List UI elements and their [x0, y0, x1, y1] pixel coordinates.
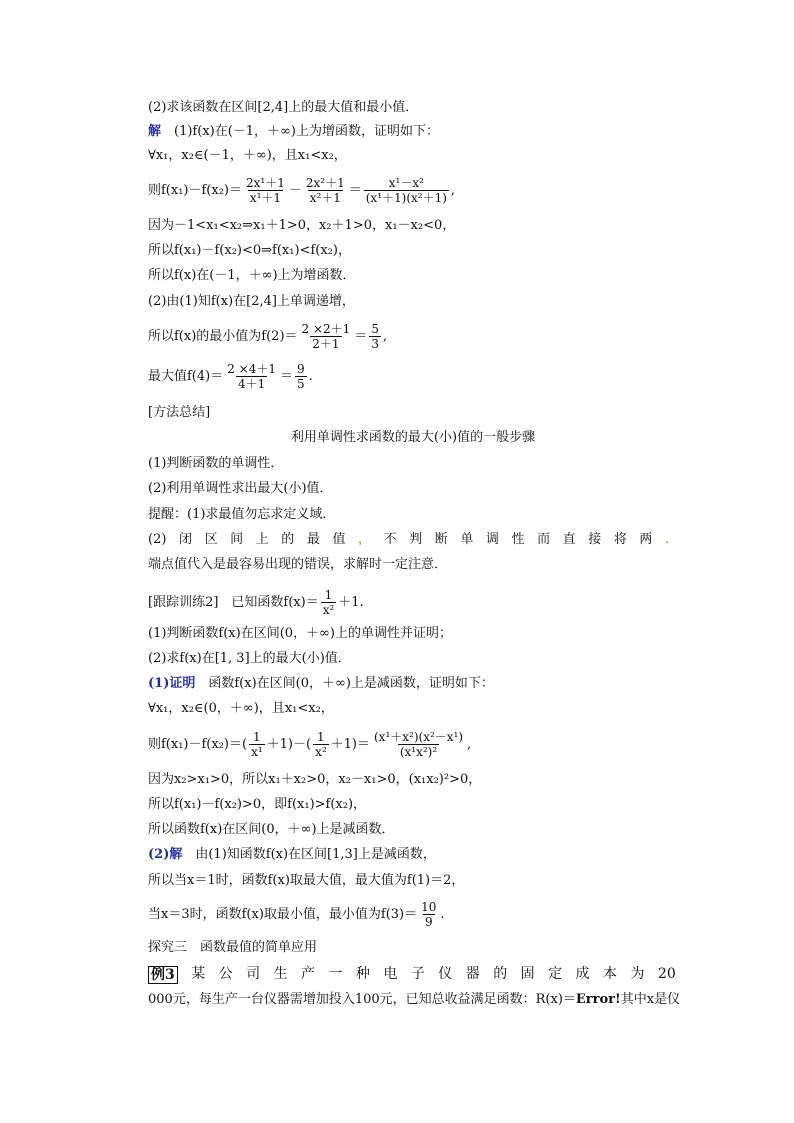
fraction: $\frac{2 \times 2+1}{2+1}$ [301, 322, 351, 351]
difference-expression-2: 则f(x₁)－f(x₂)＝( $\frac{1}{\text{x¹}}$ ＋1)－( $\frac{1}{\text{x²}}$ ＋1)＝ $\frac{\text{(x¹＋x²)(x²－x¹)}}{\text{(x¹x²)²}}$ , [148, 730, 472, 759]
max-value-line: 最大值f(4)＝ $\frac{2 \times 4+1}{4+1}$ ＝ $\frac{9}{5}$ . [148, 362, 313, 391]
fraction: $\frac{2 \times 4+1}{4+1}$ [227, 362, 277, 391]
reminder-2-cont: 端点值代入是最容易出现的错误，求解时一定注意． [148, 557, 448, 572]
proof-assumption: ∀x₁，x₂∈(－1，＋∞)，且x₁<x₂， [148, 148, 347, 163]
step-2: (2)利用单调性求出最大(小)值． [148, 481, 333, 496]
reminder-2: (2) 闭 区 间 上 的 最 值 ， 不 判 断 单 调 性 而 直 接 将 两 ． [148, 532, 678, 547]
fraction: $\frac{\text{(x¹＋x²)(x²－x¹)}}{\text{(x¹x²)²}}$ [374, 730, 464, 759]
proof-label: (1)证明 [148, 676, 196, 691]
inequality-reason: 因为－1<x₁<x₂⇒x₁＋1>0，x₂＋1>0，x₁－x₂<0， [148, 218, 456, 233]
min-value-line-2: 当x＝3时，函数f(x)取最小值，最小值为f(3)＝ $\frac{10}{9}$ . [148, 900, 445, 929]
reminder-1: 提醒：(1)求最值勿忘求定义域． [148, 507, 336, 522]
inequality-result-2: 所以f(x₁)－f(x₂)>0，即f(x₁)>f(x₂)， [148, 797, 367, 812]
problem-part2: (2)求该函数在区间[2,4]上的最大值和最小值． [148, 100, 419, 115]
fraction: $\frac{\text{2x²＋1}}{\text{x²＋1}}$ [305, 176, 345, 205]
example-3-line2: 000元，每生产一台仪器需增加投入100元，已知总收益满足函数：R(x)＝Error!其中x是仪 [148, 992, 681, 1007]
max-value-line-2: 所以当x＝1时，函数f(x)取最大值，最大值为f(1)＝2， [148, 873, 465, 888]
conclusion-increasing: 所以f(x)在(－1，＋∞)上为增函数． [148, 268, 356, 283]
fraction: $\frac{\text{x¹－x²}}{\text{(x¹＋1)(x²＋1)}}$ [365, 176, 447, 205]
fraction: $\frac{1}{\text{x²}}$ [315, 730, 327, 759]
solution-intro: 解 (1)f(x)在(－1，＋∞)上为增函数，证明如下： [148, 124, 439, 139]
fraction: $\frac{9}{5}$ [297, 362, 305, 391]
solution-label: 解 [148, 124, 162, 139]
fraction: $\frac{10}{9}$ [421, 900, 437, 929]
fraction: $\frac{5}{3}$ [371, 322, 379, 351]
proof-intro: (1)证明 函数f(x)在区间(0，＋∞)上是减函数，证明如下： [148, 676, 494, 691]
part2-monotonic: (2)由(1)知f(x)在[2,4]上单调递增， [148, 294, 355, 309]
method-summary-heading: [方法总结] [148, 405, 211, 420]
inequality-result: 所以f(x₁)－f(x₂)<0⇒f(x₁)<f(x₂)， [148, 243, 351, 258]
difference-expression: 则f(x₁)－f(x₂)＝ $\frac{\text{2x¹＋1}}{\text{x¹＋1}}$ － $\frac{\text{2x²＋1}}{\text{x²＋1}}$ ＝ $\frac{\text{x¹－x²}}{\text{(x¹＋1)(x²＋1)}}$ , [148, 176, 456, 205]
section-heading-3: 探究三 函数最值的简单应用 [148, 940, 318, 955]
solution-label-2: (2)解 [148, 847, 183, 862]
conclusion-decreasing: 所以函数f(x)在区间(0，＋∞)上是减函数． [148, 822, 395, 837]
fraction: $\frac{1}{\text{x²}}$ [322, 588, 335, 617]
exercise-2-part2: (2)求f(x)在[1, 3]上的最大(小)值． [148, 651, 351, 666]
exercise-2-part1: (1)判断函数f(x)在区间(0，＋∞)上的单调性并证明； [148, 626, 452, 641]
step-1: (1)判断函数的单调性． [148, 456, 284, 471]
inequality-reason-2: 因为x₂>x₁>0，所以x₁＋x₂>0，x₂－x₁>0，(x₁x₂)²>0， [148, 772, 482, 787]
example-3-badge: 例3 [148, 966, 178, 984]
proof2-assumption: ∀x₁，x₂∈(0，＋∞)，且x₁<x₂， [148, 701, 334, 716]
part2-solution: (2)解 由(1)知函数f(x)在区间[1,3]上是减函数， [148, 847, 436, 862]
method-title: 利用单调性求函数的最大(小)值的一般步骤 [290, 430, 536, 445]
min-value-line: 所以f(x)的最小值为f(2)＝ $\frac{2 \times 2+1}{2+1}$ ＝ $\frac{5}{3}$ , [148, 322, 388, 351]
exercise-2-statement: [跟踪训练2] 已知函数f(x)＝ $\frac{1}{\text{x²}}$ ＋1. [148, 588, 364, 617]
fraction: $\frac{\text{2x¹＋1}}{\text{x¹＋1}}$ [246, 176, 285, 205]
fraction: $\frac{1}{\text{x¹}}$ [251, 730, 263, 759]
example-3-line1: 例3 某 公 司 生 产 一 种 电 子 仪 器 的 固 定 成 本 为 20 [148, 966, 676, 984]
error-field: Error! [575, 992, 621, 1007]
